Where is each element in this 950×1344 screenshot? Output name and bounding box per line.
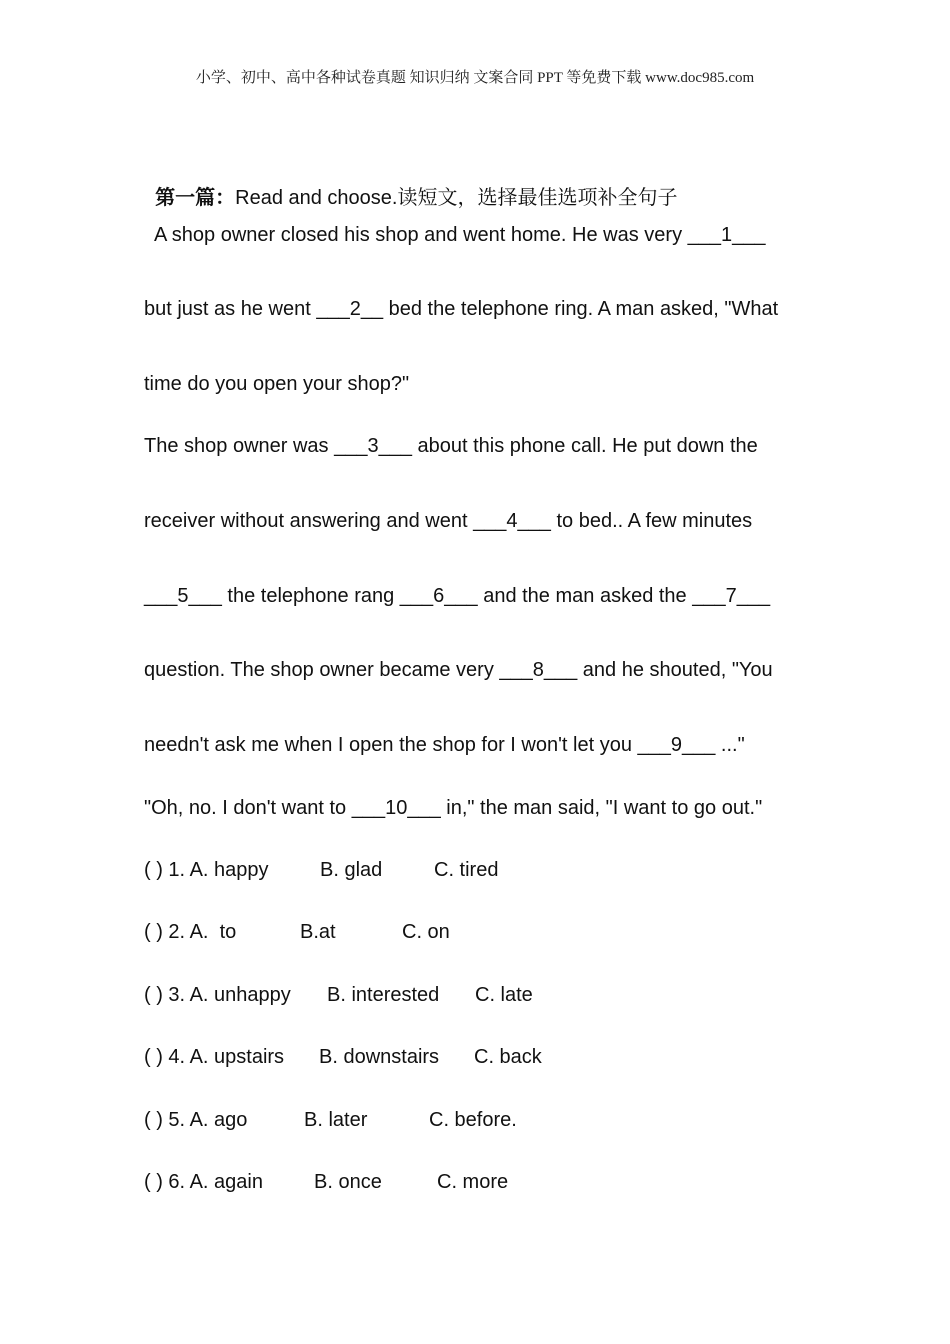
option-c: C. tired (434, 859, 499, 881)
option-a: ( ) 3. A. unhappy (144, 984, 291, 1006)
option-b: B.at (300, 921, 336, 943)
section-title-text: Read and choose.读短文，选择最佳选项补全句子 (235, 187, 678, 209)
passage-line: but just as he went ___2__ bed the telephone ring. A man asked, "What (144, 298, 779, 320)
option-a: ( ) 1. A. happy (144, 859, 269, 881)
section-title-prefix: 第一篇： (155, 187, 236, 209)
passage-line: needn't ask me when I open the shop for I won't let you ___9___ ..." (144, 734, 745, 756)
option-b: B. interested (327, 984, 440, 1006)
question-item (144, 919, 450, 945)
passage-line: time do you open your shop?" (144, 373, 410, 395)
question-item (144, 1169, 509, 1195)
section-title (144, 159, 677, 211)
question-item (144, 1107, 517, 1133)
passage-line: A shop owner closed his shop and went home. He was very ___1___ (144, 224, 766, 246)
question-item (144, 982, 533, 1008)
question-item (144, 1044, 542, 1070)
option-b: B. glad (320, 859, 383, 881)
option-a: ( ) 4. A. upstairs (144, 1046, 285, 1068)
question-item (144, 857, 499, 883)
option-a: ( ) 5. A. ago (144, 1109, 248, 1131)
option-a: ( ) 2. A. to (144, 921, 237, 943)
passage-line: The shop owner was ___3___ about this phone call. He put down the (144, 435, 758, 457)
option-c: C. before. (429, 1109, 517, 1131)
option-b: B. later (304, 1109, 368, 1131)
option-c: C. late (475, 984, 533, 1006)
option-b: B. downstairs (319, 1046, 440, 1068)
option-c: C. on (402, 921, 450, 943)
option-c: C. back (474, 1046, 542, 1068)
passage-line: "Oh, no. I don't want to ___10___ in," the man said, "I want to go out." (144, 797, 763, 819)
passage-line: ___5___ the telephone rang ___6___ and the man asked the ___7___ (144, 585, 771, 607)
option-a: ( ) 6. A. again (144, 1171, 263, 1193)
option-b: B. once (314, 1171, 382, 1193)
page-header: 小学、初中、高中各种试卷真题 知识归纳 文案合同 PPT 等免费下载 www.doc985.com (195, 70, 755, 86)
option-c: C. more (437, 1171, 509, 1193)
passage-line: receiver without answering and went ___4___ to bed.. A few minutes (144, 510, 753, 532)
passage-line: question. The shop owner became very ___8___ and he shouted, "You (144, 659, 773, 681)
